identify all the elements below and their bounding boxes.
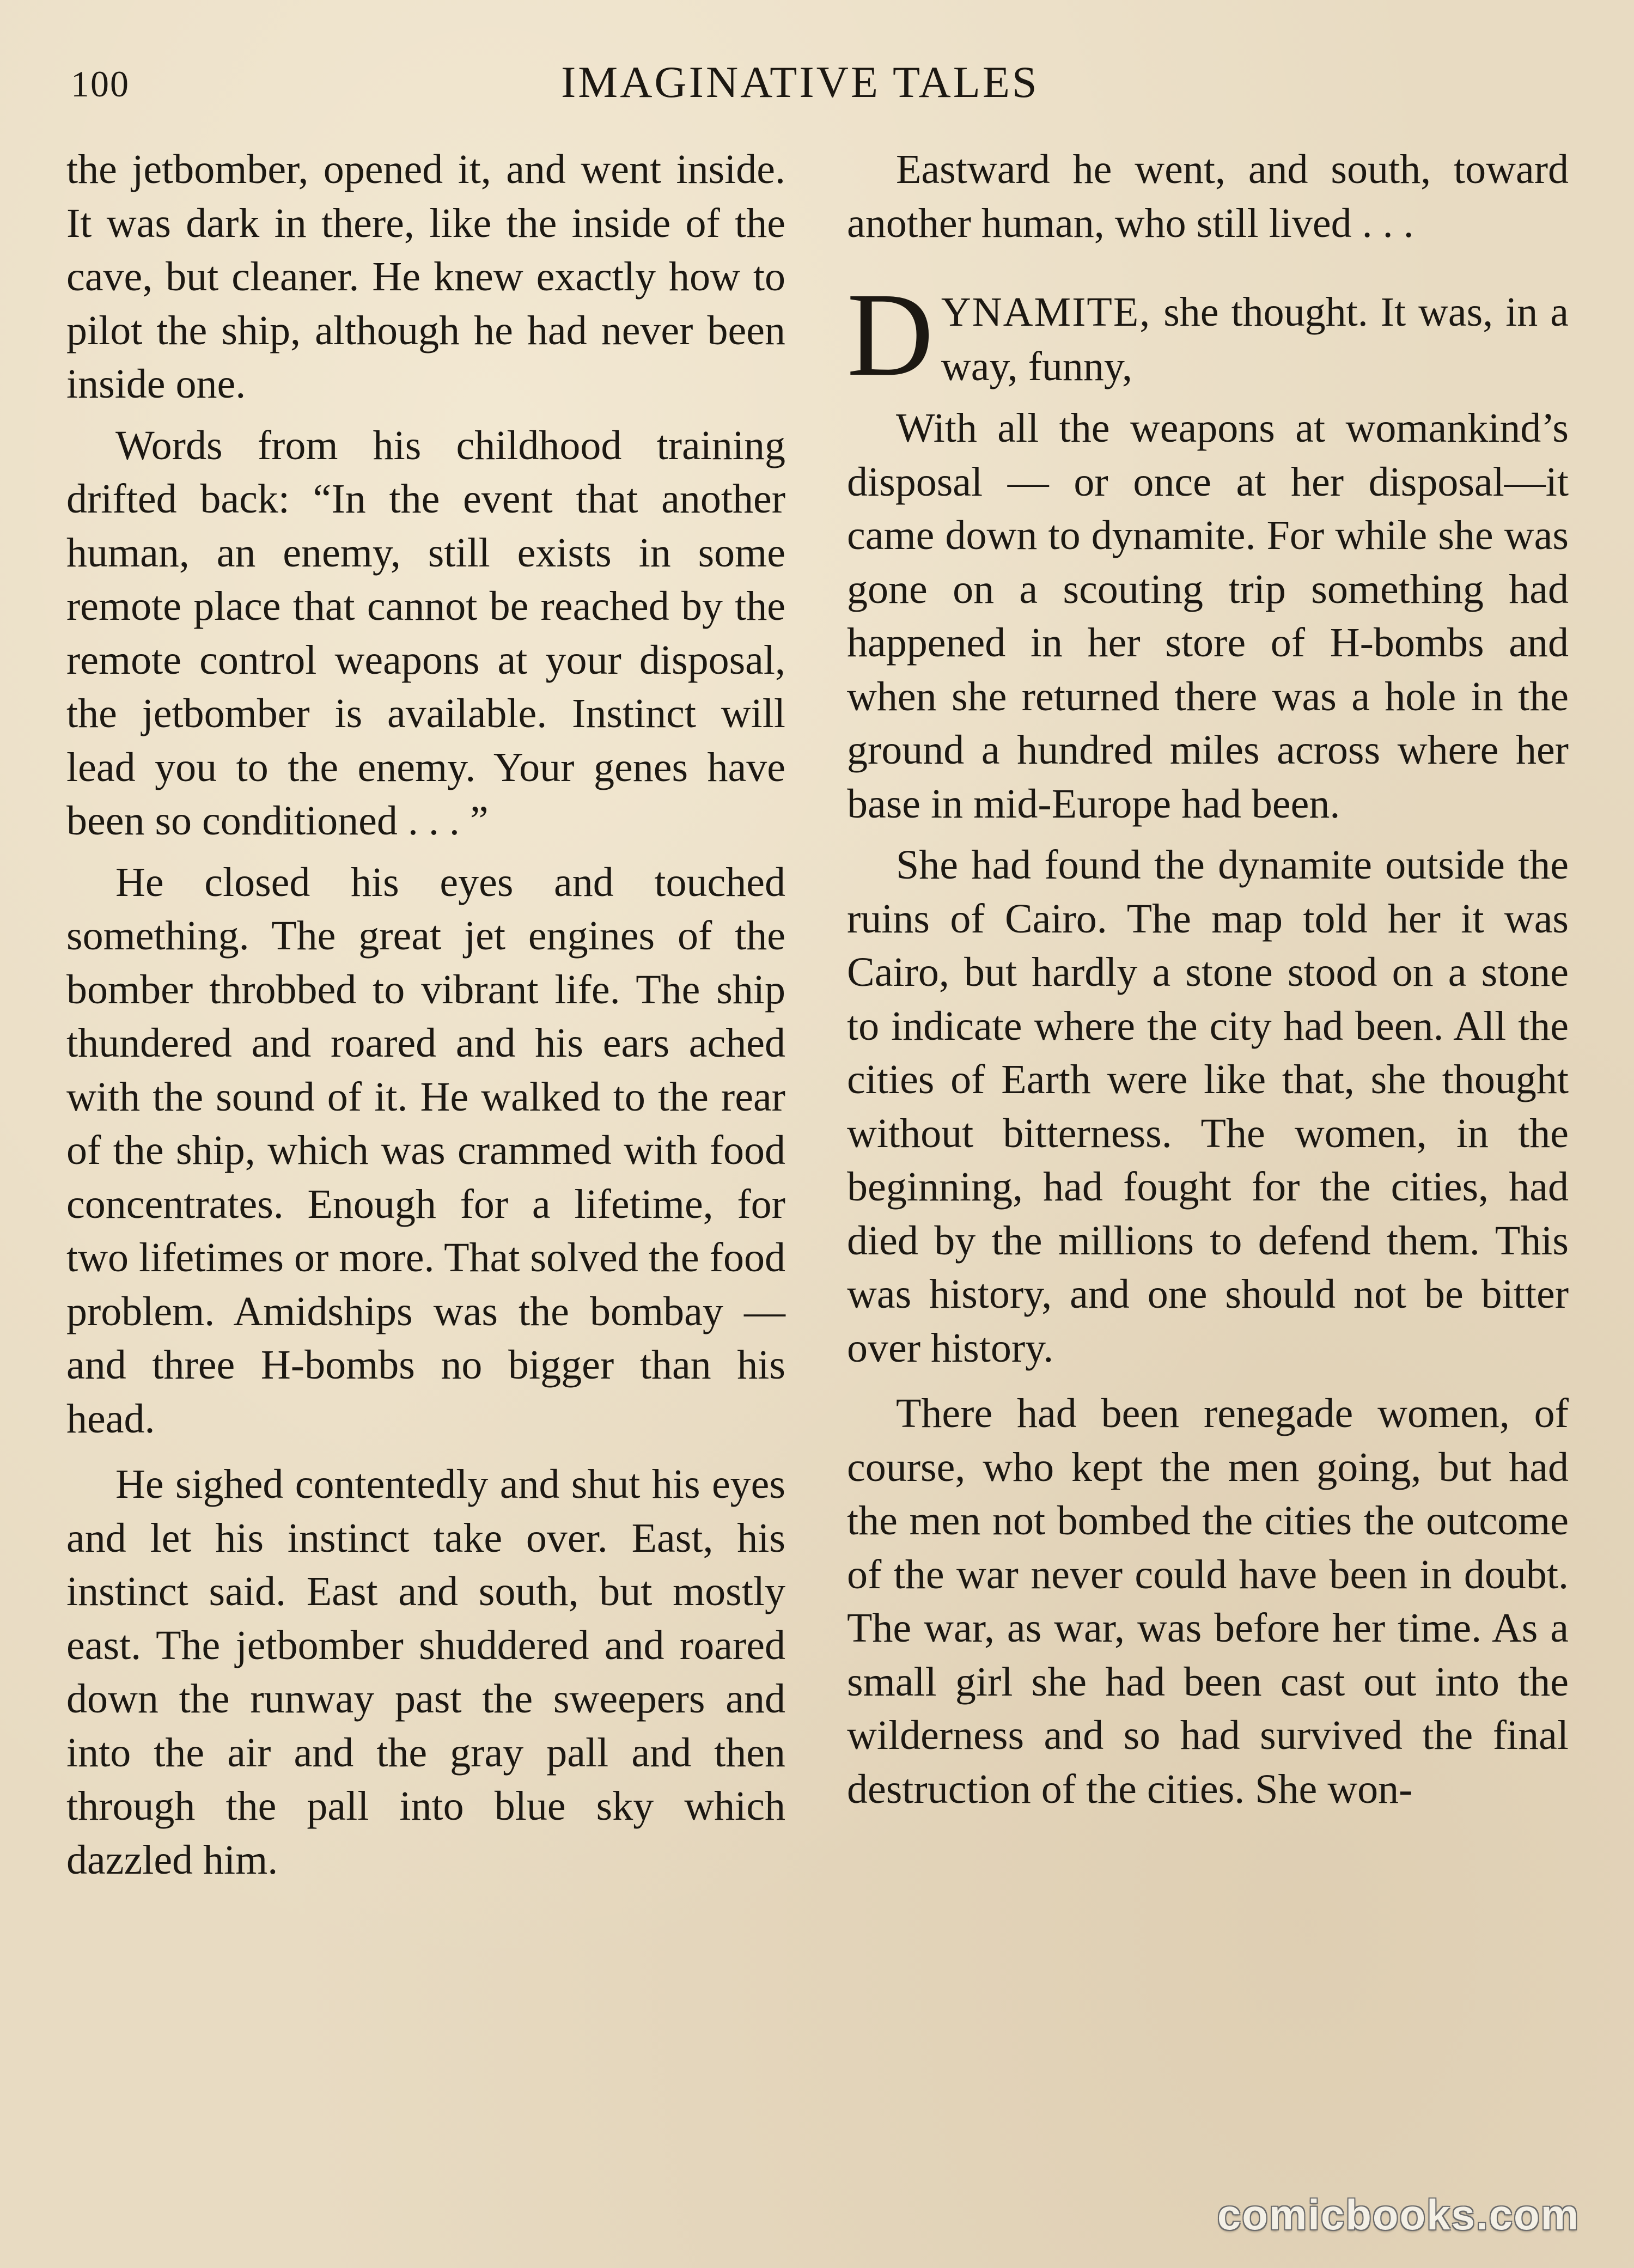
section-opening-paragraph (847, 268, 1569, 401)
opening-word: YNAMITE, (941, 289, 1151, 335)
paragraph: There had been renegade women, of course, who kept the men going, but had the men not bombed the cities the outcome of the war never could have been in doubt. The war, as war, was before her time. As a small girl she had been cast out into the wilderness and so had survived the final destruction of the cities. She won- (847, 1391, 1569, 1812)
watermark: comicbooks.com (1217, 2191, 1580, 2239)
paragraph: He sighed contentedly and shut his eyes and let his instinct take over. East, his instinct said. East and south, but mostly east. The jetbomber shuddered and roared down the runway past the sweepers and into the air and the gray pall and then through the pall into blue sky which dazzled him. (66, 1461, 785, 1883)
paragraph: the jetbomber, opened it, and went inside. It was dark in there, like the inside of the cave, but cleaner. He knew exactly how to pilot the ship, although he had never been inside one. (66, 147, 785, 407)
running-title: IMAGINATIVE TALES (561, 57, 1039, 107)
paragraph: Eastward he went, and south, toward another human, who still lived . . . (847, 147, 1569, 246)
paragraph: He closed his eyes and touched something. The great jet engines of the bomber throbbed to vibrant life. The ship thundered and roared and his ears ached with the sound of it. He walked to the rear of the ship, which was crammed with food concentrates. Enough for a lifetime, for two lifetimes or more. That solved the food problem. Amidships was the bombay — and three H-bombs no bigger than his head. (66, 859, 785, 1442)
opening-text: she thought. It was, in a way, funny, (941, 289, 1569, 389)
right-column (847, 143, 1569, 1816)
paragraph: She had found the dynamite outside the ruins of Cairo. The map told her it was Cairo, but hardly a stone stood on a stone to indicate where the city had been. All the cities of Earth were like that, she thought without bitterness. The women, in the beginning, had fought for the cities, had died by the millions to defend them. This was history, and one should not be bitter over history. (847, 842, 1569, 1371)
paragraph: Words from his childhood training drifted back: “In the event that another human, an enemy, still exists in some remote place that cannot be reached by the remote control weapons at your disposal, the jetbomber is available. Instinct will lead you to the enemy. Your genes have been so conditioned . . . ” (66, 422, 785, 844)
paragraph: With all the weapons at womankind’s disposal — or once at her disposal—it came down to dynamite. For while she was gone on a scouting trip something had happened in her store of H-bombs and when she returned there was a hole in the ground a hundred miles across where her base in mid-Europe had been. (847, 405, 1569, 827)
page-number: 100 (71, 63, 130, 105)
left-column (66, 143, 785, 1887)
drop-cap: D (847, 268, 934, 401)
